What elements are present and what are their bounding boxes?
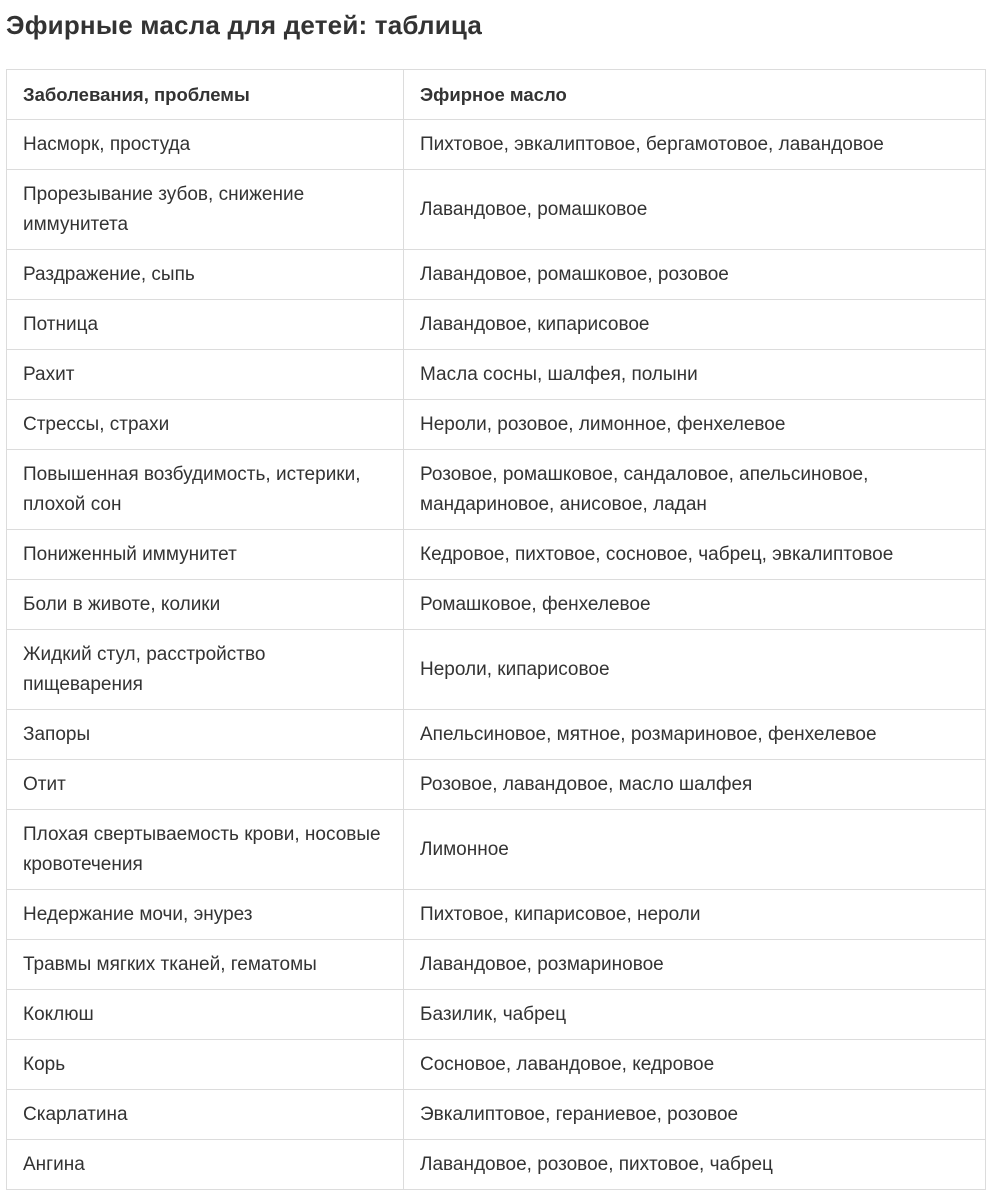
oil-cell: Розовое, ромашковое, сандаловое, апельсиновое, мандариновое, анисовое, ладан	[404, 450, 986, 530]
condition-cell: Запоры	[7, 710, 404, 760]
table-row	[7, 450, 986, 530]
page-title: Эфирные масла для детей: таблица	[6, 10, 483, 40]
condition-cell: Пониженный иммунитет	[7, 530, 404, 580]
table-row	[7, 530, 986, 580]
oil-cell: Апельсиновое, мятное, розмариновое, фенхелевое	[404, 710, 986, 760]
oil-cell: Лавандовое, розмариновое	[404, 940, 986, 990]
oil-cell: Масла сосны, шалфея, полыни	[404, 350, 986, 400]
condition-cell: Рахит	[7, 350, 404, 400]
table-row	[7, 890, 986, 940]
oil-cell: Пихтовое, кипарисовое, нероли	[404, 890, 986, 940]
oil-cell: Нероли, кипарисовое	[404, 630, 986, 710]
table-row	[7, 1090, 986, 1140]
condition-cell: Насморк, простуда	[7, 120, 404, 170]
table-row	[7, 810, 986, 890]
table-row	[7, 170, 986, 250]
condition-cell: Потница	[7, 300, 404, 350]
table-row	[7, 760, 986, 810]
table-row	[7, 940, 986, 990]
table-row	[7, 1140, 986, 1190]
condition-cell: Раздражение, сыпь	[7, 250, 404, 300]
condition-cell: Плохая свертываемость крови, носовые кровотечения	[7, 810, 404, 890]
table-row	[7, 630, 986, 710]
oil-cell: Кедровое, пихтовое, сосновое, чабрец, эвкалиптовое	[404, 530, 986, 580]
oil-cell: Розовое, лавандовое, масло шалфея	[404, 760, 986, 810]
condition-cell: Скарлатина	[7, 1090, 404, 1140]
oil-cell: Нероли, розовое, лимонное, фенхелевое	[404, 400, 986, 450]
header-oil: Эфирное масло	[404, 70, 986, 120]
condition-cell: Коклюш	[7, 990, 404, 1040]
oil-cell: Базилик, чабрец	[404, 990, 986, 1040]
condition-cell: Повышенная возбудимость, истерики, плохой сон	[7, 450, 404, 530]
oil-cell: Лавандовое, кипарисовое	[404, 300, 986, 350]
table-row	[7, 120, 986, 170]
table-row	[7, 990, 986, 1040]
oil-cell: Лимонное	[404, 810, 986, 890]
oil-cell: Эвкалиптовое, гераниевое, розовое	[404, 1090, 986, 1140]
condition-cell: Жидкий стул, расстройство пищеварения	[7, 630, 404, 710]
table-row	[7, 350, 986, 400]
condition-cell: Отит	[7, 760, 404, 810]
oil-cell: Пихтовое, эвкалиптовое, бергамотовое, лавандовое	[404, 120, 986, 170]
oil-cell: Сосновое, лавандовое, кедровое	[404, 1040, 986, 1090]
table-row	[7, 250, 986, 300]
table-row	[7, 710, 986, 760]
table-row	[7, 580, 986, 630]
oils-table	[6, 69, 986, 1190]
oil-cell: Лавандовое, розовое, пихтовое, чабрец	[404, 1140, 986, 1190]
condition-cell: Ангина	[7, 1140, 404, 1190]
oil-cell: Ромашковое, фенхелевое	[404, 580, 986, 630]
condition-cell: Корь	[7, 1040, 404, 1090]
header-conditions: Заболевания, проблемы	[7, 70, 404, 120]
table-row	[7, 300, 986, 350]
condition-cell: Прорезывание зубов, снижение иммунитета	[7, 170, 404, 250]
table-row	[7, 400, 986, 450]
table-row	[7, 1040, 986, 1090]
oil-cell: Лавандовое, ромашковое, розовое	[404, 250, 986, 300]
table-header-row	[7, 70, 986, 120]
condition-cell: Травмы мягких тканей, гематомы	[7, 940, 404, 990]
oil-cell: Лавандовое, ромашковое	[404, 170, 986, 250]
condition-cell: Стрессы, страхи	[7, 400, 404, 450]
condition-cell: Недержание мочи, энурез	[7, 890, 404, 940]
condition-cell: Боли в животе, колики	[7, 580, 404, 630]
